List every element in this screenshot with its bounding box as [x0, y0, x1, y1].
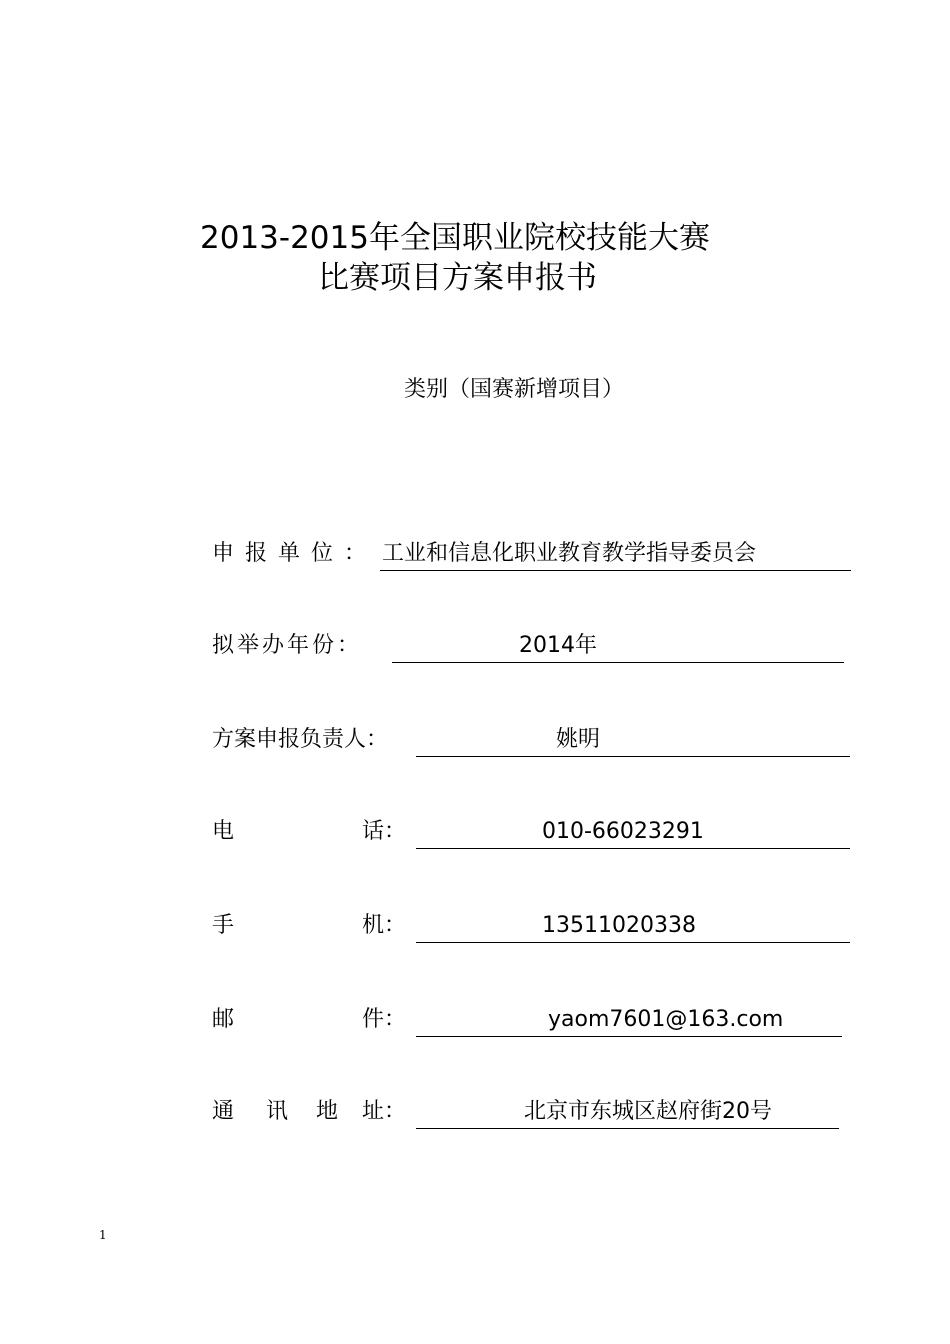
- field-value: 工业和信息化职业教育教学指导委员会: [382, 541, 757, 566]
- field-label-part: 址：: [362, 1099, 407, 1124]
- field-label-part: 手: [212, 913, 235, 938]
- document-title-line-1: 2013-2015年全国职业院校技能大赛: [200, 220, 710, 256]
- page-number: 1: [99, 1228, 107, 1242]
- field-label-part: 地: [316, 1099, 339, 1124]
- field-label: 申报单位：: [212, 541, 378, 566]
- field-label: 拟举办年份：: [212, 633, 363, 658]
- field-label-part: 话：: [362, 819, 407, 844]
- field-value: yaom7601@163.com: [548, 1007, 784, 1032]
- field-underline: [392, 628, 844, 663]
- field-label: 方案申报负责人：: [212, 727, 389, 752]
- field-label-part: 讯: [266, 1099, 289, 1124]
- field-label-part: 机：: [362, 913, 407, 938]
- field-value: 2014年: [519, 633, 597, 658]
- category-label: 类别（国赛新增项目）: [404, 377, 625, 402]
- field-value: 北京市东城区赵府街20号: [524, 1099, 772, 1124]
- field-underline: [416, 722, 850, 757]
- field-label-part: 邮: [212, 1007, 235, 1032]
- field-label-part: 件：: [362, 1007, 407, 1032]
- field-value: 姚明: [556, 727, 601, 752]
- field-label-part: 电: [212, 819, 235, 844]
- field-value: 13511020338: [542, 913, 696, 938]
- field-label-part: 通: [212, 1099, 235, 1124]
- field-value: 010-66023291: [542, 819, 704, 844]
- document-title-line-2: 比赛项目方案申报书: [318, 260, 597, 296]
